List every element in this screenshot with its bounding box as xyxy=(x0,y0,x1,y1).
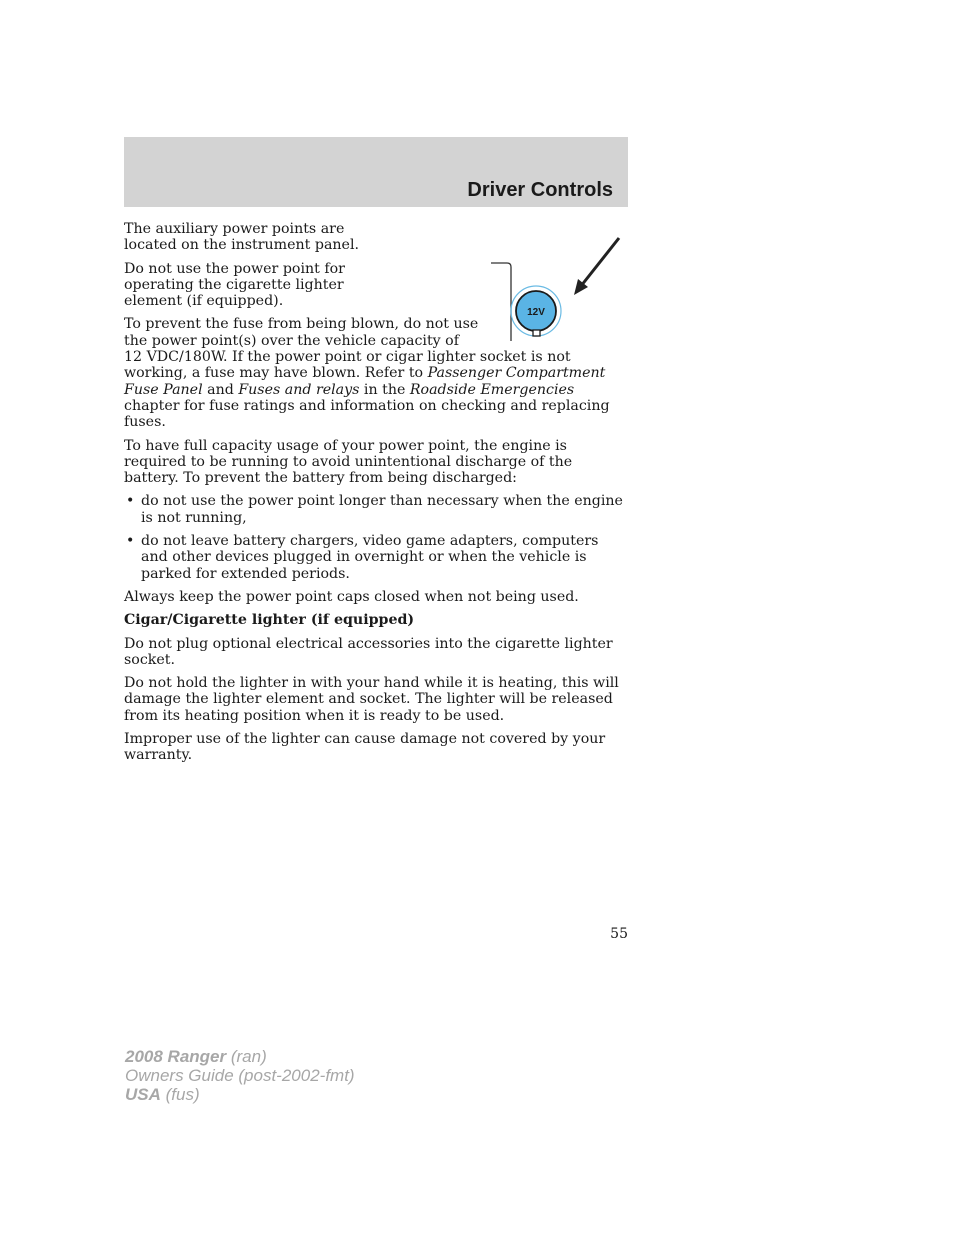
power-point-12v-icon xyxy=(479,229,629,345)
ref-fuse-panel: Passenger Compartment Fuse Panel xyxy=(124,365,606,398)
footer-model: 2008 Ranger xyxy=(125,1047,227,1066)
section-header-band xyxy=(124,137,628,207)
paragraph-heating: Do not hold the lighter in with your hand while it is heating, this will damage the lighter element and socket. The lighter will be released from its heating position when it is ready to be used. xyxy=(124,675,619,724)
footer-market: USA xyxy=(125,1085,161,1104)
bullet-icon: • xyxy=(126,493,135,510)
fuse-text-4: chapter for fuse ratings and information on checking and replacing fuses. xyxy=(124,397,610,431)
section-title: Driver Controls xyxy=(467,179,613,201)
list-item-text: do not leave battery chargers, video game adapters, computers and other devices plugged in overnight or when the vehicle is parked for extended periods. xyxy=(141,533,599,582)
12v-label: 12V xyxy=(527,307,545,318)
footer-model-code: (ran) xyxy=(226,1047,267,1066)
paragraph-lighter-warning: Do not use the power point for operating the cigarette lighter element (if equipped). xyxy=(124,260,345,310)
subheading-cigar-lighter: Cigar/Cigarette lighter (if equipped) xyxy=(124,612,415,629)
bullet-icon: • xyxy=(126,533,135,550)
fuse-text-2: and xyxy=(202,381,239,398)
page-content xyxy=(124,221,629,771)
footer-market-code: (fus) xyxy=(160,1085,200,1104)
list-item xyxy=(124,493,629,526)
paragraph-accessories: Do not plug optional electrical accessories into the cigarette lighter socket. xyxy=(124,635,613,668)
paragraph-warranty: Improper use of the lighter can cause damage not covered by your warranty. xyxy=(124,731,606,764)
paragraph-location: The auxiliary power points are located on the instrument panel. xyxy=(124,221,360,254)
list-item-text: do not use the power point longer than necessary when the engine is not running, xyxy=(141,493,623,526)
footer-line-model xyxy=(125,1047,355,1066)
paragraph-caps: Always keep the power point caps closed when not being used. xyxy=(124,588,579,605)
ref-fuses-relays: Fuses and relays xyxy=(238,381,360,398)
footer-line-guide: Owners Guide (post-2002-fmt) xyxy=(125,1066,355,1085)
page-number: 55 xyxy=(610,926,628,942)
footer-line-market xyxy=(125,1085,355,1104)
ref-roadside-emergencies: Roadside Emergencies xyxy=(409,381,575,398)
list-item xyxy=(124,533,629,582)
power-point-figure xyxy=(479,229,629,345)
paragraph-capacity: To have full capacity usage of your power point, the engine is required to be running to avoid unintentional discharge of the battery. To prevent the battery from being discharged: xyxy=(124,437,573,487)
fuse-text-1: To prevent the fuse from being blown, do not use the power point(s) over the vehicle capacity of 12 VDC/180W. If the power point or cigar lighter socket is not working, a fuse may have blown. Refer to xyxy=(124,316,571,382)
bullet-list xyxy=(124,493,629,581)
fuse-text-3: in the xyxy=(359,381,410,398)
footer-doc-info xyxy=(125,1047,355,1104)
